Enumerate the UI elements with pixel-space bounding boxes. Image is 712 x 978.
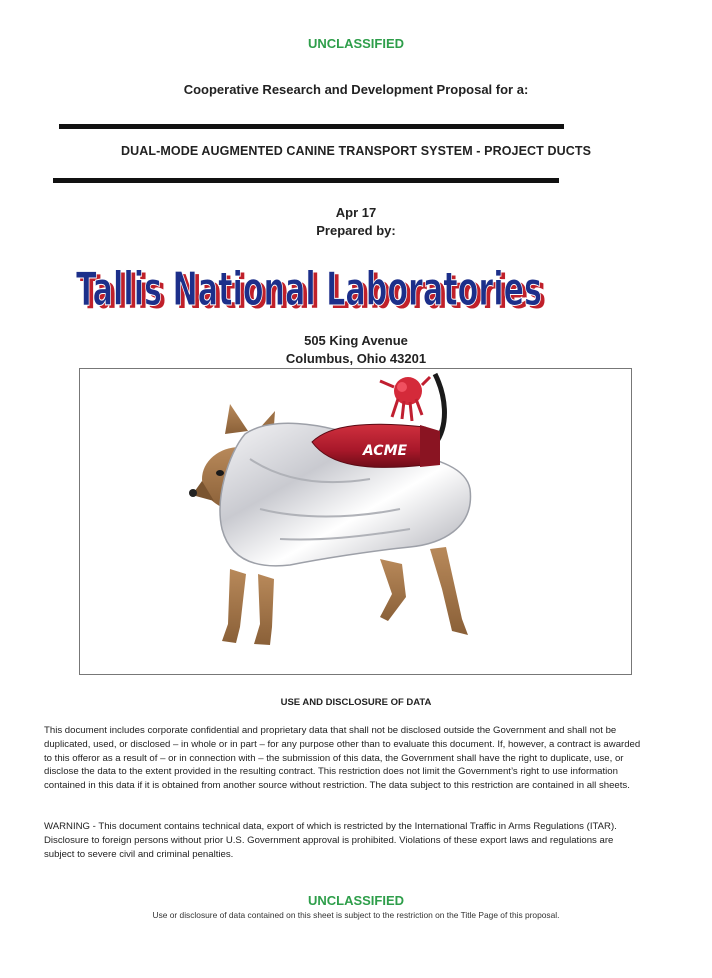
title-rule-top	[59, 124, 564, 129]
dog-nose	[189, 489, 197, 497]
dog-eye	[216, 470, 224, 476]
classification-marking-top: UNCLASSIFIED	[307, 36, 405, 51]
proposal-header: Cooperative Research and Development Proposal for a:	[183, 82, 529, 97]
organization-logo	[60, 255, 560, 319]
logo-text: Tallis National Laboratories	[76, 262, 542, 316]
back-leg-left	[380, 559, 406, 621]
rocket-label: ACME	[362, 443, 408, 459]
logo-text-shadow: Tallis National Laboratories	[80, 265, 546, 319]
title-rule-bottom	[53, 178, 559, 183]
disclosure-paragraph: This document includes corporate confidential and proprietary data that shall not be disclosed outside the Government and shall not be duplicated, used, or disclosed – in whole or in part – for any purpose other than to evaluate this document. If, however, a contract is awarded to this offeror as a result of – or in connection with – the submission of this data, the Government shall have the right to duplicate, use, or disclose the data to the extent provided in the resulting contract. This restriction does not limit the Government’s right to use information contained in this data if it is obtained from another source without restriction. The data subject to this restriction are contained in all sheets.	[44, 725, 641, 792]
prepared-by-label: Prepared by:	[316, 223, 396, 238]
dog-illustration	[80, 369, 632, 675]
front-leg-right	[254, 574, 274, 645]
front-leg-left	[222, 569, 246, 643]
disclosure-heading: USE AND DISCLOSURE OF DATA	[280, 697, 432, 708]
proposal-date: Apr 17	[335, 205, 377, 220]
itar-warning-paragraph: WARNING - This document contains technical data, export of which is restricted by the International Traffic in Arms Regulations (ITAR). Disclosure to foreign persons without prior U.S. Government approval is prohibited. Violations of these export laws and regulations are subject to severe civil and criminal penalties.	[44, 821, 617, 860]
dog-ear-left	[225, 404, 248, 434]
rocket-nozzle	[420, 425, 440, 467]
project-title: DUAL-MODE AUGMENTED CANINE TRANSPORT SYSTEM - PROJECT DUCTS	[120, 144, 592, 158]
address-city: Columbus, Ohio 43201	[285, 351, 427, 366]
classification-marking-bottom: UNCLASSIFIED	[307, 893, 405, 908]
pompom	[380, 377, 430, 421]
address-street: 505 King Avenue	[304, 333, 408, 348]
back-leg-right	[430, 547, 468, 635]
dog-costume-photo	[79, 368, 632, 675]
footer-restriction-note: Use or disclosure of data contained on this sheet is subject to the restriction on the Title Page of this proposal.	[152, 910, 560, 920]
